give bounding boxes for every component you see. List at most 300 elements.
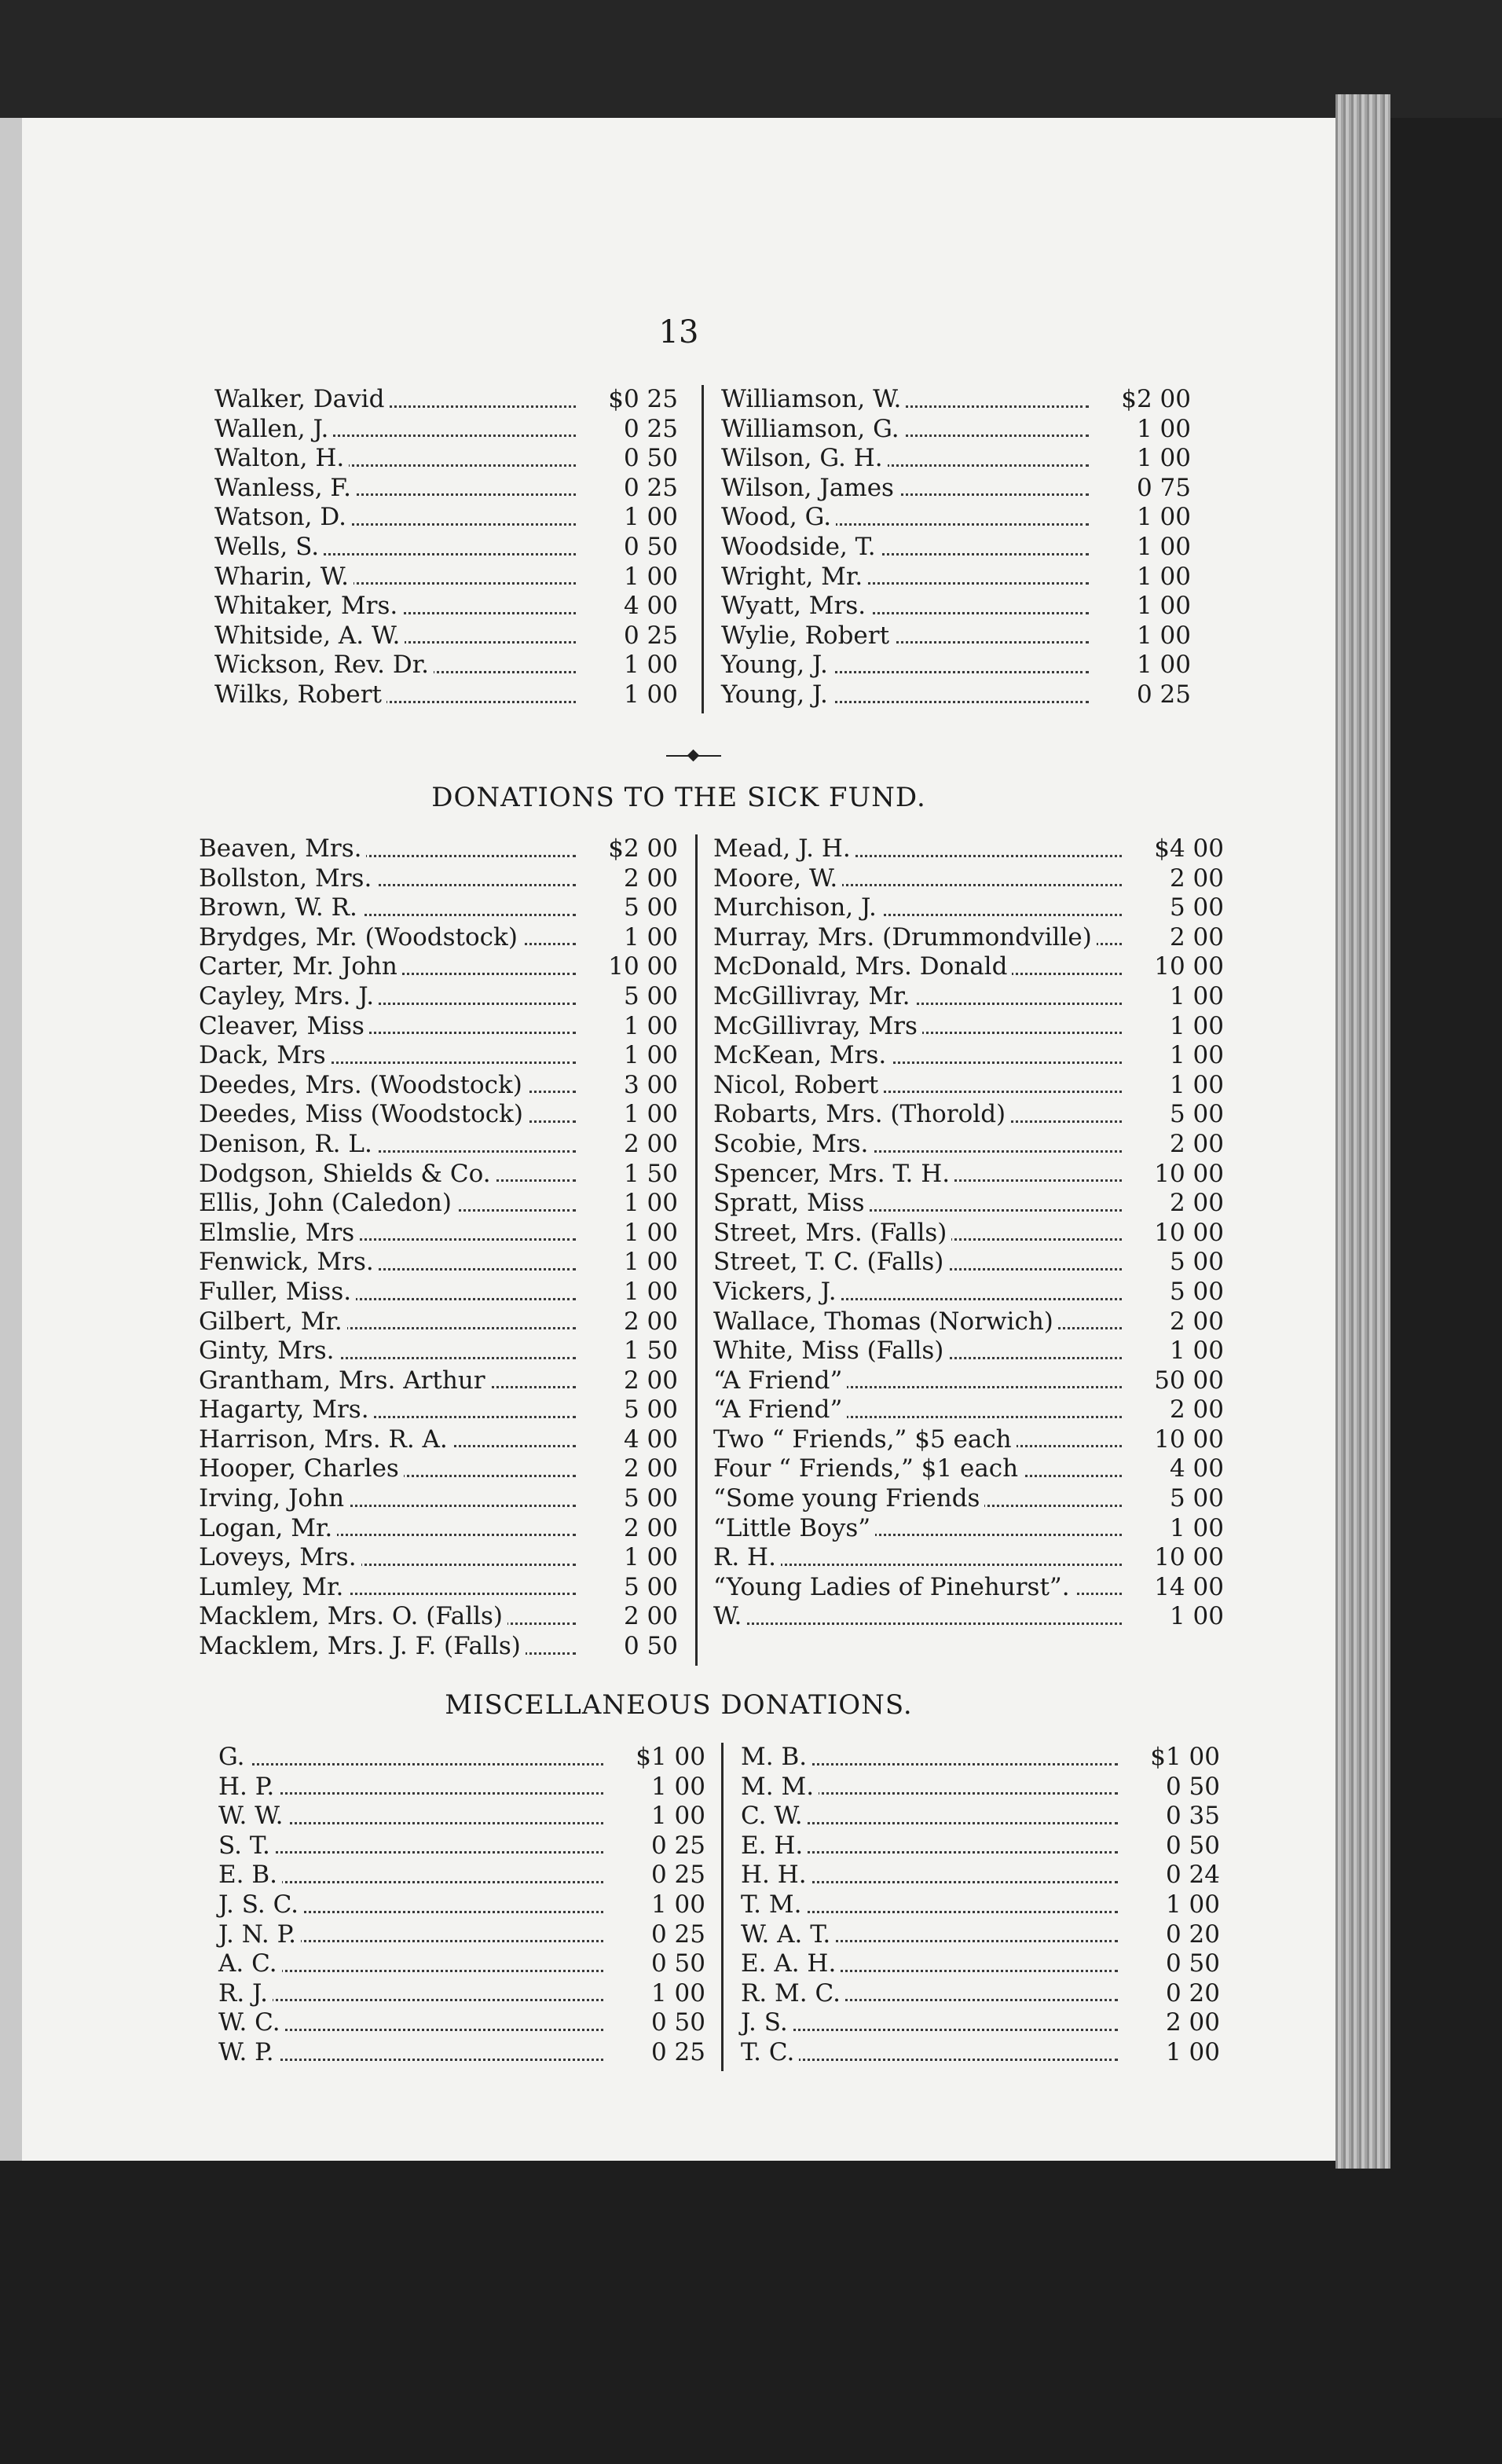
donation-row: [713, 1514, 1224, 1544]
donation-row: [741, 1861, 1220, 1890]
donation-amount: 0 24: [1126, 1861, 1220, 1890]
donation-amount: 5 00: [584, 893, 678, 923]
donation-amount: 5 00: [584, 1573, 678, 1603]
donor-name: W. A. T.: [741, 1920, 835, 1950]
donation-amount: 5 00: [1130, 1278, 1224, 1307]
donor-name: “Some young Friends: [713, 1484, 984, 1514]
donation-amount: 5 00: [584, 982, 678, 1012]
donation-row: [199, 1307, 678, 1337]
donor-name: W.: [713, 1602, 746, 1632]
donation-amount: 2 00: [584, 1454, 678, 1484]
donation-row: [713, 1160, 1224, 1190]
donation-row: [199, 893, 678, 923]
donation-amount: 10 00: [1130, 1219, 1224, 1248]
dot-leader: [713, 1622, 1122, 1625]
page-number: 13: [658, 314, 699, 350]
dot-leader: [741, 2029, 1118, 2031]
donor-name: Wanless, F.: [214, 474, 356, 504]
donor-name: Denison, R. L.: [199, 1130, 377, 1160]
donation-amount: 0 50: [1126, 1773, 1220, 1802]
donation-row: [218, 1890, 705, 1920]
donation-amount: 1 00: [1130, 1514, 1224, 1544]
donor-name: T. C.: [741, 2038, 799, 2068]
donation-amount: 1 00: [1130, 1602, 1224, 1632]
donor-name: McGillivray, Mrs: [713, 1012, 922, 1042]
donation-row: [218, 2038, 705, 2068]
donation-amount: 4 00: [584, 592, 678, 622]
donor-name: R. J.: [218, 1979, 273, 2009]
donor-name: Bollston, Mrs.: [199, 864, 376, 894]
donation-amount: 2 00: [584, 1514, 678, 1544]
donation-amount: 0 50: [1126, 1832, 1220, 1861]
donation-amount: 0 35: [1126, 1802, 1220, 1832]
donor-name: Wickson, Rev. Dr.: [214, 651, 434, 680]
donor-name: R. H.: [713, 1543, 781, 1573]
column-divider: [721, 1743, 724, 2071]
donation-amount: 0 25: [1097, 680, 1191, 710]
donation-amount: 1 00: [1097, 415, 1191, 445]
donor-name: Four “ Friends,” $1 each: [713, 1454, 1023, 1484]
donor-name: Deedes, Mrs. (Woodstock): [199, 1071, 527, 1101]
donation-row: [218, 1861, 705, 1890]
donation-amount: 1 00: [1097, 533, 1191, 563]
donation-amount: 5 00: [584, 1395, 678, 1425]
donor-name: Whitaker, Mrs.: [214, 592, 402, 622]
donation-row: [713, 1130, 1224, 1160]
donor-name: Carter, Mr. John: [199, 952, 402, 982]
donation-amount: $1 00: [611, 1743, 705, 1773]
donation-row: [741, 1832, 1220, 1861]
name-list-w-section: [187, 385, 1208, 715]
donor-name: Young, J.: [721, 651, 833, 680]
donation-row: [721, 503, 1191, 533]
donor-name: Moore, W.: [713, 864, 842, 894]
donation-amount: 0 50: [611, 1949, 705, 1979]
donation-amount: $0 25: [584, 385, 678, 415]
donation-row: [218, 1802, 705, 1832]
donor-name: M. B.: [741, 1743, 811, 1773]
donor-name: Wilson, James: [721, 474, 899, 504]
donation-amount: 1 00: [1126, 1890, 1220, 1920]
donation-amount: 2 00: [584, 1307, 678, 1337]
donation-amount: 1 00: [611, 1802, 705, 1832]
donation-amount: 10 00: [1130, 1543, 1224, 1573]
donation-amount: 5 00: [1130, 1484, 1224, 1514]
donation-row: [199, 1543, 678, 1573]
donation-row: [713, 1336, 1224, 1366]
donation-row: [713, 864, 1224, 894]
donation-amount: 1 00: [1126, 2038, 1220, 2068]
sick-fund-section: [199, 834, 1228, 1667]
donation-row: [199, 1189, 678, 1219]
donation-row: [199, 1012, 678, 1042]
donor-name: Wylie, Robert: [721, 622, 894, 651]
right-column: [721, 385, 1191, 710]
donor-name: Street, Mrs. (Falls): [713, 1219, 951, 1248]
donation-row: [199, 952, 678, 982]
donation-amount: 50 00: [1130, 1366, 1224, 1396]
donation-amount: 0 20: [1126, 1979, 1220, 2009]
donation-amount: 1 00: [584, 1219, 678, 1248]
donation-row: [713, 1189, 1224, 1219]
donation-amount: 0 75: [1097, 474, 1191, 504]
donation-amount: 0 25: [584, 474, 678, 504]
miscellaneous-heading: MISCELLANEOUS DONATIONS.: [445, 1689, 913, 1721]
donation-amount: 1 00: [611, 1890, 705, 1920]
donor-name: Deedes, Miss (Woodstock): [199, 1100, 528, 1130]
donation-amount: 0 25: [584, 622, 678, 651]
donation-row: [741, 1890, 1220, 1920]
film-background: [0, 0, 1502, 118]
donation-row: [713, 1602, 1224, 1632]
donation-amount: 1 00: [1097, 651, 1191, 680]
donor-name: R. M. C.: [741, 1979, 845, 2009]
donation-amount: 5 00: [584, 1484, 678, 1514]
donor-name: Williamson, W.: [721, 385, 906, 415]
donation-amount: 2 00: [1130, 1395, 1224, 1425]
donor-name: Brydges, Mr. (Woodstock): [199, 923, 522, 953]
donation-amount: 1 00: [584, 503, 678, 533]
donor-name: Cleaver, Miss: [199, 1012, 369, 1042]
donation-row: [713, 1012, 1224, 1042]
donation-row: [741, 1773, 1220, 1802]
donor-name: Nicol, Robert: [713, 1071, 883, 1101]
donation-amount: 4 00: [584, 1425, 678, 1455]
donation-amount: 1 00: [584, 680, 678, 710]
donation-amount: 1 00: [1097, 563, 1191, 592]
donation-amount: 2 00: [584, 864, 678, 894]
donor-name: Wallace, Thomas (Norwich): [713, 1307, 1058, 1337]
donor-name: Wallen, J.: [214, 415, 333, 445]
donor-name: E. H.: [741, 1832, 808, 1861]
donation-amount: 1 00: [1097, 444, 1191, 474]
donation-row: [713, 1219, 1224, 1248]
donor-name: Ellis, John (Caledon): [199, 1189, 456, 1219]
donor-name: Street, T. C. (Falls): [713, 1248, 948, 1278]
donation-amount: 0 25: [611, 1832, 705, 1861]
right-column: [741, 1743, 1220, 2068]
donor-name: Logan, Mr.: [199, 1514, 337, 1544]
donation-amount: 1 00: [1097, 622, 1191, 651]
donation-row: [199, 1602, 678, 1632]
donor-name: H. P.: [218, 1773, 279, 1802]
donation-row: [741, 1949, 1220, 1979]
donation-row: [713, 1454, 1224, 1484]
donation-row: [218, 2008, 705, 2038]
donor-name: Gilbert, Mr.: [199, 1307, 347, 1337]
donation-row: [199, 1100, 678, 1130]
donation-amount: 2 00: [584, 1130, 678, 1160]
donation-row: [199, 1248, 678, 1278]
donor-name: Hooper, Charles: [199, 1454, 404, 1484]
donor-name: H. H.: [741, 1861, 811, 1890]
donation-amount: 3 00: [584, 1071, 678, 1101]
donation-amount: 0 50: [584, 533, 678, 563]
donation-row: [214, 444, 678, 474]
donor-name: Wells, S.: [214, 533, 324, 563]
donation-amount: 0 50: [584, 444, 678, 474]
donation-row: [199, 982, 678, 1012]
donor-name: Beaven, Mrs.: [199, 834, 366, 864]
donation-row: [713, 1041, 1224, 1071]
donor-name: Irving, John: [199, 1484, 349, 1514]
dot-leader: [218, 1851, 603, 1854]
donation-amount: 2 00: [1130, 864, 1224, 894]
donation-row: [741, 2038, 1220, 2068]
donor-name: Murchison, J.: [713, 893, 881, 923]
donation-row: [713, 1573, 1224, 1603]
donor-name: Woodside, T.: [721, 533, 881, 563]
donation-row: [713, 834, 1224, 864]
left-column: [199, 834, 678, 1662]
donation-amount: 1 00: [1130, 1336, 1224, 1366]
donor-name: Lumley, Mr.: [199, 1573, 348, 1603]
donor-name: Whitside, A. W.: [214, 622, 405, 651]
donation-row: [214, 474, 678, 504]
donation-amount: 10 00: [1130, 952, 1224, 982]
donor-name: “Little Boys”: [713, 1514, 875, 1544]
donor-name: Wyatt, Mrs.: [721, 592, 870, 622]
donor-name: White, Miss (Falls): [713, 1336, 948, 1366]
donor-name: McDonald, Mrs. Donald: [713, 952, 1012, 982]
donation-amount: 4 00: [1130, 1454, 1224, 1484]
donation-row: [214, 622, 678, 651]
right-column: [713, 834, 1224, 1632]
donor-name: Fenwick, Mrs.: [199, 1248, 379, 1278]
donation-amount: 1 00: [1130, 982, 1224, 1012]
donation-row: [721, 474, 1191, 504]
donation-amount: 1 00: [1097, 592, 1191, 622]
donation-amount: 1 00: [584, 1100, 678, 1130]
donation-row: [713, 952, 1224, 982]
donation-row: [199, 1514, 678, 1544]
donation-amount: 2 00: [1130, 923, 1224, 953]
donation-amount: 1 00: [584, 923, 678, 953]
donor-name: Watson, D.: [214, 503, 351, 533]
donor-name: W. P.: [218, 2038, 279, 2068]
column-divider: [695, 834, 698, 1666]
donation-amount: 0 25: [584, 415, 678, 445]
donation-row: [721, 385, 1191, 415]
donation-row: [713, 1307, 1224, 1337]
book-page-edges: [1335, 94, 1390, 2169]
column-divider: [702, 385, 704, 713]
donation-row: [199, 1573, 678, 1603]
donor-name: “A Friend”: [713, 1395, 847, 1425]
donor-name: Vickers, J.: [713, 1278, 841, 1307]
donation-row: [713, 1484, 1224, 1514]
donation-amount: 2 00: [1130, 1189, 1224, 1219]
donation-amount: 1 00: [611, 1979, 705, 2009]
donor-name: Spencer, Mrs. T. H.: [713, 1160, 954, 1190]
donor-name: A. C.: [218, 1949, 282, 1979]
donation-amount: 1 00: [584, 1278, 678, 1307]
donation-amount: 1 00: [584, 1041, 678, 1071]
sick-fund-heading: DONATIONS TO THE SICK FUND.: [431, 782, 926, 813]
dot-leader: [218, 1999, 603, 2001]
donation-row: [741, 1743, 1220, 1773]
donation-row: [218, 1743, 705, 1773]
donor-name: Williamson, G.: [721, 415, 904, 445]
donor-name: Elmslie, Mrs: [199, 1219, 359, 1248]
donation-row: [214, 385, 678, 415]
donation-row: [741, 2008, 1220, 2038]
donor-name: S. T.: [218, 1832, 275, 1861]
donor-name: Spratt, Miss: [713, 1189, 869, 1219]
donation-amount: 0 50: [584, 1632, 678, 1662]
donation-row: [721, 444, 1191, 474]
donor-name: Hagarty, Mrs.: [199, 1395, 374, 1425]
donor-name: Wood, G.: [721, 503, 836, 533]
donor-name: Macklem, Mrs. J. F. (Falls): [199, 1632, 526, 1662]
donor-name: Young, J.: [721, 680, 833, 710]
donor-name: McKean, Mrs.: [713, 1041, 891, 1071]
donation-amount: 0 25: [611, 1920, 705, 1950]
donation-amount: 1 00: [584, 651, 678, 680]
donation-amount: 2 00: [584, 1366, 678, 1396]
donor-name: “A Friend”: [713, 1366, 847, 1396]
donor-name: Wilks, Robert: [214, 680, 386, 710]
book-page: [22, 118, 1335, 2161]
donor-name: Fuller, Miss.: [199, 1278, 356, 1307]
donor-name: Dodgson, Shields & Co.: [199, 1160, 496, 1190]
donor-name: Wright, Mr.: [721, 563, 867, 592]
donation-amount: 1 00: [1097, 503, 1191, 533]
donor-name: G.: [218, 1743, 250, 1773]
donation-amount: 2 00: [1126, 2008, 1220, 2038]
donation-amount: 2 00: [1130, 1307, 1224, 1337]
donation-amount: 1 00: [1130, 1012, 1224, 1042]
donor-name: Scobie, Mrs.: [713, 1130, 873, 1160]
section-ornament: [666, 748, 721, 764]
donor-name: J. S.: [741, 2008, 793, 2038]
donation-amount: 1 00: [584, 1543, 678, 1573]
donation-amount: 0 25: [611, 2038, 705, 2068]
donation-row: [721, 622, 1191, 651]
donation-row: [713, 1366, 1224, 1396]
donation-amount: 5 00: [1130, 893, 1224, 923]
donation-row: [713, 1248, 1224, 1278]
donor-name: Wharin, W.: [214, 563, 354, 592]
donation-row: [214, 533, 678, 563]
donation-row: [218, 1949, 705, 1979]
donation-row: [199, 1071, 678, 1101]
dot-leader: [218, 1763, 603, 1766]
donation-row: [214, 680, 678, 710]
donation-row: [214, 415, 678, 445]
donor-name: “Young Ladies of Pinehurst”.: [713, 1573, 1075, 1603]
donor-name: C. W.: [741, 1802, 808, 1832]
donor-name: Loveys, Mrs.: [199, 1543, 361, 1573]
donor-name: Brown, W. R.: [199, 893, 362, 923]
donor-name: Dack, Mrs: [199, 1041, 331, 1071]
donation-row: [721, 533, 1191, 563]
donation-amount: 1 00: [1130, 1071, 1224, 1101]
donation-row: [199, 1484, 678, 1514]
donor-name: E. A. H.: [741, 1949, 841, 1979]
donation-row: [741, 1920, 1220, 1950]
donation-amount: 2 00: [584, 1602, 678, 1632]
donation-row: [218, 1979, 705, 2009]
donor-name: W. C.: [218, 2008, 285, 2038]
donation-amount: 0 25: [611, 1861, 705, 1890]
donation-row: [218, 1920, 705, 1950]
donation-row: [199, 1041, 678, 1071]
donation-row: [199, 923, 678, 953]
donation-row: [199, 1454, 678, 1484]
donation-row: [218, 1832, 705, 1861]
donation-amount: 5 00: [1130, 1248, 1224, 1278]
donation-row: [721, 415, 1191, 445]
donation-amount: $4 00: [1130, 834, 1224, 864]
donation-amount: 14 00: [1130, 1573, 1224, 1603]
donation-row: [218, 1773, 705, 1802]
donation-amount: 1 00: [584, 563, 678, 592]
donation-row: [199, 1130, 678, 1160]
donation-row: [199, 1366, 678, 1396]
donation-amount: 1 00: [584, 1189, 678, 1219]
donation-row: [713, 1071, 1224, 1101]
donation-amount: 10 00: [1130, 1425, 1224, 1455]
donation-row: [214, 563, 678, 592]
donation-row: [721, 592, 1191, 622]
donation-amount: 1 50: [584, 1160, 678, 1190]
donation-row: [713, 1425, 1224, 1455]
donation-row: [713, 893, 1224, 923]
donation-row: [199, 1278, 678, 1307]
donation-amount: $2 00: [1097, 385, 1191, 415]
donation-row: [214, 651, 678, 680]
donor-name: Walton, H.: [214, 444, 349, 474]
donation-row: [713, 1395, 1224, 1425]
donor-name: Macklem, Mrs. O. (Falls): [199, 1602, 507, 1632]
donation-amount: 1 00: [1130, 1041, 1224, 1071]
donor-name: T. M.: [741, 1890, 806, 1920]
facing-page-edge: [0, 118, 24, 2161]
donor-name: Murray, Mrs. (Drummondville): [713, 923, 1097, 953]
donor-name: Ginty, Mrs.: [199, 1336, 339, 1366]
donation-amount: 0 50: [611, 2008, 705, 2038]
donation-row: [199, 1395, 678, 1425]
donor-name: E. B.: [218, 1861, 282, 1890]
donation-amount: 5 00: [1130, 1100, 1224, 1130]
donation-row: [741, 1802, 1220, 1832]
donation-row: [741, 1979, 1220, 2009]
left-column: [218, 1743, 705, 2068]
donation-row: [214, 503, 678, 533]
donation-amount: 10 00: [1130, 1160, 1224, 1190]
donation-amount: 1 00: [584, 1012, 678, 1042]
donation-row: [199, 1425, 678, 1455]
donor-name: Mead, J. H.: [713, 834, 855, 864]
donation-row: [721, 563, 1191, 592]
donor-name: J. S. C.: [218, 1890, 303, 1920]
donor-name: Cayley, Mrs. J.: [199, 982, 379, 1012]
donation-row: [199, 834, 678, 864]
donation-amount: 1 00: [611, 1773, 705, 1802]
donor-name: M. M.: [741, 1773, 819, 1802]
donation-amount: 10 00: [584, 952, 678, 982]
donation-row: [199, 1219, 678, 1248]
donation-row: [199, 864, 678, 894]
donation-row: [214, 592, 678, 622]
donation-row: [713, 923, 1224, 953]
donor-name: Walker, David: [214, 385, 389, 415]
donor-name: Two “ Friends,” $5 each: [713, 1425, 1017, 1455]
donation-row: [713, 1278, 1224, 1307]
donation-row: [199, 1632, 678, 1662]
donation-amount: 2 00: [1130, 1130, 1224, 1160]
